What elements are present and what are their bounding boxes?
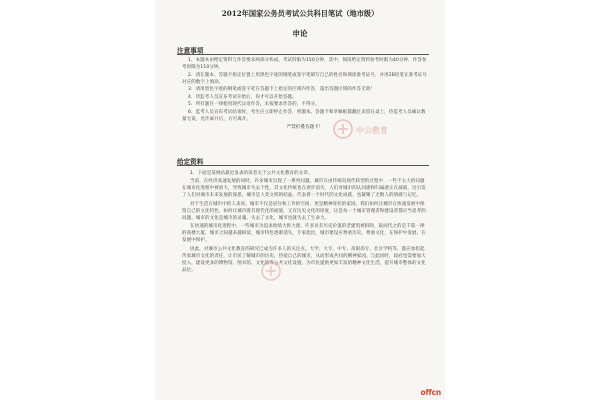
watermark-logo xyxy=(332,116,410,142)
note-item: 5．所有题目一律使用现代汉语作答，未按要求作答的，不得分。 xyxy=(188,102,320,108)
offcn-brand-mark: offcn xyxy=(420,388,441,397)
note-item: 3．请用黑色字迹的钢笔或签字笔在答题卡上指定的区域内作答，超出答题区域的作答无效！ xyxy=(188,87,375,93)
material-paragraph: 因此，对城市公共文化教育的研究已成为许多人的关注点。大学、大专、中专、高职高专、社区学校等，都应承担起传承城市文化的责任，让市民了解城市的历史，热爱自己的城市，从而形成共同的精神家园。与此同时，政府也需要加大投入，建设更多的博物馆、图书馆、文化馆等公共文化设施，为市民提供更加丰富的精神文化生活，提升城市整体的文化品位。 xyxy=(182,246,426,273)
watermark-logo-secondary xyxy=(260,258,338,284)
note-warning: 严禁折叠答题卡！ xyxy=(286,124,324,130)
material-paragraph: 1．下面是某网站最近发表的读者关于公共文化教育的文章。 xyxy=(190,171,313,176)
notes-divider xyxy=(177,54,429,55)
note-item: 2．请在题本、答题卡指定位置上用黑色字迹的钢笔或签字笔填写自己的姓名和填涂准考证号，并用2B铅笔在准考证号对应的数字上填涂。 xyxy=(182,72,428,85)
note-item: 6．监考人员宣布考试结束时，考生应立即停止作答，将题本、答题卡和草稿纸都翻过来留在桌上，待监考人员确认数量无误，允许离开后，方可离开。 xyxy=(182,109,426,122)
note-item: 4．待监考人员宣布考试开始后，你才可以开始答题。 xyxy=(188,94,297,100)
material-paragraph: 对于生活在城市中的人来说，城市不仅是居住和工作的空间，更是精神寄托的家园。我们如何让城市在快速发展中保留自己的文化特色，如何让城市既有现代化的面貌，又有历史文化的厚度，这是每一个城市管理者和建设者都应当思考的问题。城市的文化是城市的灵魂，失去了文化，城市也就失去了生命力。 xyxy=(182,201,426,221)
notes-heading: 注意事项 xyxy=(177,47,204,55)
material-paragraph: 在快速的城市化进程中，一些城市为追求政绩大拆大建，许多具有历史价值的老建筑被拆除，取而代之的是千篇一律的高楼大厦，城市之间越来越相似，城市特色逐渐消失。专家指出，城市建设应尊重历史、尊重文化，在保护中发展，在发展中保护。 xyxy=(182,224,426,244)
watermark-label: 中公教育 xyxy=(356,126,388,135)
exam-page xyxy=(156,0,444,400)
note-item: 1．本题本由给定资料与作答要求两部分构成。考试时限为150分钟，其中，阅读给定资料参考时限为40分钟，作答参考时限为110分钟。 xyxy=(182,58,427,71)
materials-divider xyxy=(177,165,429,166)
document-title: 2012年国家公务员考试公共科目笔试（地市级） xyxy=(221,9,379,18)
materials-heading: 给定资料 xyxy=(177,158,204,166)
document-subtitle: 申论 xyxy=(292,29,308,38)
material-paragraph: 当前，在经济高速发展的同时，许多城市出现了一系列问题。城市在由传统向现代转型的过程中，一些不太大的问题在城市化进程中被放大，导致城市失去个性，其文化传统也在逐步消失，人们对城市的认同感和归属感正在减弱，这引发了人们对城市未来发展的深思。城市是人类文明的结晶，代表着一个时代的文化成就，也凝聚了无数人的情感与记忆。 xyxy=(182,179,426,199)
